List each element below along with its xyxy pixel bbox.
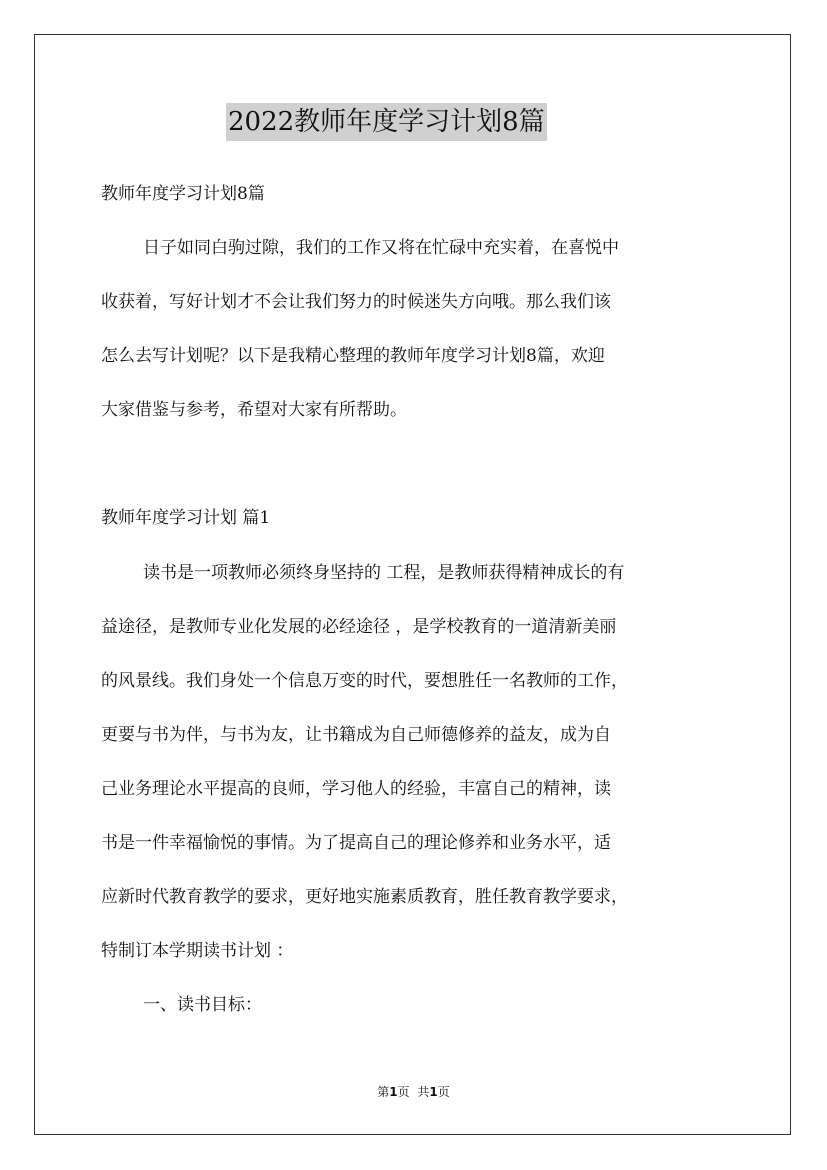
footer-total-prefix: 共 [417,1085,430,1099]
footer-total-number: 1 [429,1085,438,1099]
footer-page-suffix: 页 [397,1085,410,1099]
section1-line-2: 益途径，是教师专业化发展的必经途径 ，是学校教育的一道清新美丽 [101,617,617,637]
intro-line-3: 怎么去写计划呢？以下是我精心整理的教师年度学习计划8篇，欢迎 [101,346,605,366]
footer-page-prefix: 第 [377,1085,390,1099]
page-footer [0,1084,827,1100]
document-subtitle: 教师年度学习计划8篇 [101,184,265,204]
document-title: 2022教师年度学习计划8篇 [226,103,547,141]
intro-line-2: 收获着，写好计划才不会让我们努力的时候迷失方向哦。那么我们该 [101,292,611,312]
section1-line-7: 应新时代教育教学的要求，更好地实施素质教育，胜任教育教学要求， [101,887,628,907]
intro-line-1: 日子如同白驹过隙，我们的工作又将在忙碌中充实着，在喜悦中 [143,238,619,258]
section1-line-1: 读书是一项教师必须终身坚持的 工程，是教师获得精神成长的有 [143,563,625,583]
footer-total-suffix: 页 [437,1085,450,1099]
section1-line-5: 己业务理论水平提高的良师，学习他人的经验，丰富自己的精神，读 [101,779,611,799]
item1-heading: 一、读书目标： [143,995,262,1015]
section1-line-3: 的风景线。我们身处一个信息万变的时代，要想胜任一名教师的工作， [101,671,628,691]
intro-line-4: 大家借鉴与参考，希望对大家有所帮助。 [101,400,407,420]
footer-page-number: 1 [389,1085,398,1099]
section1-heading: 教师年度学习计划 篇1 [101,508,271,528]
section1-line-4: 更要与书为伴，与书为友，让书籍成为自己师德修养的益友，成为自 [101,725,611,745]
section1-line-6: 书是一件幸福愉悦的事情。为了提高自己的理论修养和业务水平，适 [101,833,611,853]
section1-line-8: 特制订本学期读书计划 ： [101,941,294,961]
